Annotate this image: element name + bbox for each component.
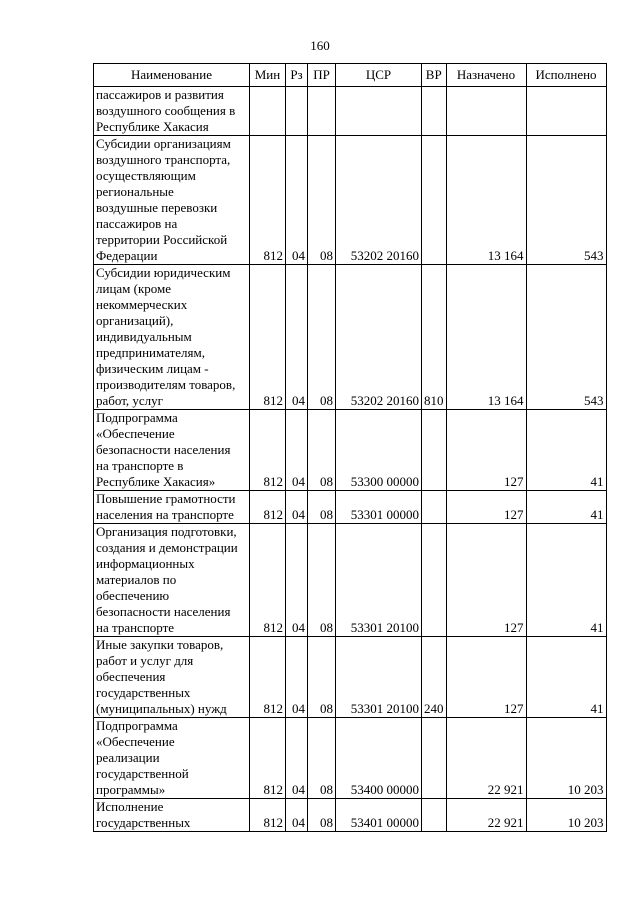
row-done: 10 203 [526,718,606,799]
row-vr [422,718,447,799]
row-pr: 08 [308,265,336,410]
table-row [94,265,607,410]
row-done: 10 203 [526,799,606,832]
row-rz: 04 [286,799,308,832]
row-name: Повышение грамотности населения на транспорте [94,491,250,524]
row-min: 812 [250,718,286,799]
page-number: 160 [310,38,330,53]
row-planned: 22 921 [446,718,526,799]
row-name: пассажиров и развития воздушного сообщения в Республике Хакасия [94,87,250,136]
row-min [250,87,286,136]
row-min: 812 [250,799,286,832]
row-min: 812 [250,265,286,410]
row-csr: 53400 00000 [336,718,422,799]
row-planned: 13 164 [446,136,526,265]
row-min: 812 [250,637,286,718]
row-min: 812 [250,410,286,491]
row-pr: 08 [308,410,336,491]
row-rz: 04 [286,718,308,799]
row-vr [422,799,447,832]
row-planned: 22 921 [446,799,526,832]
row-pr: 08 [308,718,336,799]
row-csr: 53301 00000 [336,491,422,524]
header-rz: Рз [286,64,308,87]
table-row [94,799,607,832]
header-name: Наименование [94,64,250,87]
row-done: 543 [526,136,606,265]
row-planned: 127 [446,491,526,524]
row-csr: 53300 00000 [336,410,422,491]
row-csr: 53202 20160 [336,265,422,410]
header-done: Исполнено [526,64,606,87]
row-name: Подпрограмма «Обеспечение реализации государственной программы» [94,718,250,799]
header-row [94,64,607,87]
row-vr [422,524,447,637]
table-row [94,491,607,524]
row-rz: 04 [286,637,308,718]
row-planned: 127 [446,524,526,637]
row-csr: 53202 20160 [336,136,422,265]
row-min: 812 [250,491,286,524]
row-planned: 127 [446,410,526,491]
header-csr: ЦСР [336,64,422,87]
row-csr: 53301 20100 [336,637,422,718]
row-min: 812 [250,136,286,265]
row-pr: 08 [308,799,336,832]
budget-table [93,63,607,832]
row-vr: 240 [422,637,447,718]
row-name: Подпрограмма «Обеспечение безопасности населения на транспорте в Республике Хакасия» [94,410,250,491]
header-vr: ВР [422,64,447,87]
row-pr: 08 [308,491,336,524]
row-rz: 04 [286,491,308,524]
row-done: 543 [526,265,606,410]
table-row [94,718,607,799]
table-row [94,410,607,491]
row-planned [446,87,526,136]
row-rz: 04 [286,524,308,637]
header-min: Мин [250,64,286,87]
row-vr [422,491,447,524]
row-done: 41 [526,524,606,637]
row-csr: 53401 00000 [336,799,422,832]
row-vr [422,410,447,491]
row-name: Субсидии организациям воздушного транспорта, осуществляющим региональные воздушные перевозки пассажиров на территории Российской Федерации [94,136,250,265]
row-vr: 810 [422,265,447,410]
row-rz [286,87,308,136]
row-csr: 53301 20100 [336,524,422,637]
row-min: 812 [250,524,286,637]
row-vr [422,136,447,265]
row-done [526,87,606,136]
table-row [94,524,607,637]
row-name: Иные закупки товаров, работ и услуг для обеспечения государственных (муниципальных) нужд [94,637,250,718]
row-rz: 04 [286,410,308,491]
table-row [94,637,607,718]
row-vr [422,87,447,136]
table-row [94,136,607,265]
row-pr: 08 [308,136,336,265]
row-name: Организация подготовки, создания и демонстрации информационных материалов по обеспечению безопасности населения на транспорте [94,524,250,637]
row-pr [308,87,336,136]
row-planned: 13 164 [446,265,526,410]
row-name: Исполнение государственных [94,799,250,832]
row-done: 41 [526,410,606,491]
row-name: Субсидии юридическим лицам (кроме некоммерческих организаций), индивидуальным предпринимателям, физическим лицам - производителям товаров, работ, услуг [94,265,250,410]
row-done: 41 [526,637,606,718]
row-pr: 08 [308,524,336,637]
table-row [94,87,607,136]
row-rz: 04 [286,136,308,265]
header-planned: Назначено [446,64,526,87]
row-done: 41 [526,491,606,524]
row-rz: 04 [286,265,308,410]
row-planned: 127 [446,637,526,718]
row-csr [336,87,422,136]
header-pr: ПР [308,64,336,87]
row-pr: 08 [308,637,336,718]
